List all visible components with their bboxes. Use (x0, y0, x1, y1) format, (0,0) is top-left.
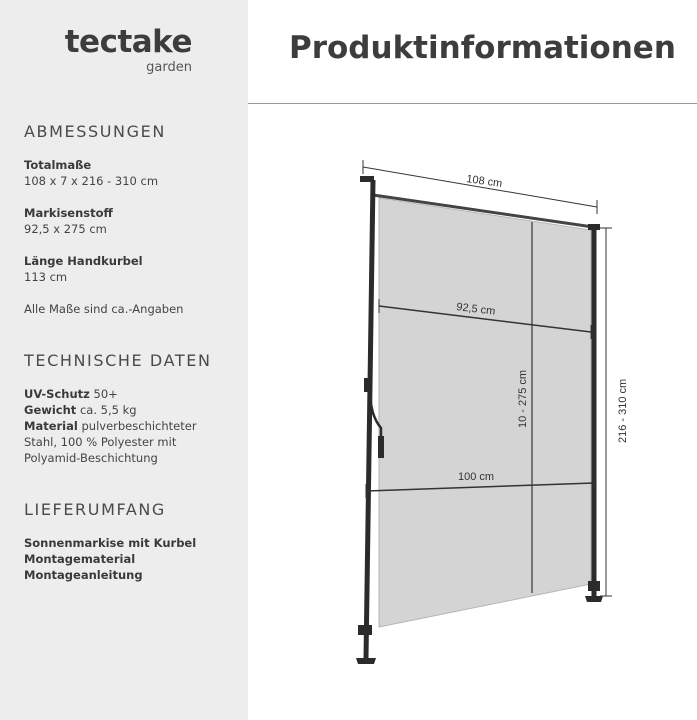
left-pole-foot (356, 658, 376, 664)
spec-label: Material (24, 419, 78, 433)
left-pole (366, 180, 373, 658)
spec-markisenstoff (24, 205, 113, 237)
spec-technical (24, 386, 197, 466)
spec-label: Markisenstoff (24, 206, 113, 220)
right-pole-foot (585, 596, 603, 602)
spec-value: Polyamid-Beschichtung (24, 451, 158, 465)
spec-label: Länge Handkurbel (24, 254, 143, 268)
spec-label: Totalmaße (24, 158, 92, 172)
spec-value: 108 x 7 x 216 - 310 cm (24, 174, 159, 188)
spec-handkurbel (24, 253, 143, 285)
header-divider (248, 103, 697, 104)
delivery-item: Montageanleitung (24, 568, 143, 582)
section-title-abmessungen: ABMESSUNGEN (24, 122, 166, 141)
page-title: Produktinformationen (289, 30, 676, 66)
right-pole-top (588, 224, 600, 230)
dim-label-fabric-height: 10 - 275 cm (517, 369, 529, 428)
spec-value: pulverbeschichteter (81, 419, 197, 433)
info-sidebar (0, 0, 248, 720)
spec-label: UV-Schutz (24, 387, 90, 401)
spec-value: 113 cm (24, 270, 68, 284)
crank-gear (364, 378, 372, 392)
left-pole-clamp (358, 625, 372, 635)
left-pole-top (360, 176, 374, 182)
spec-value: 50+ (93, 387, 118, 401)
dim-label-total-width: 108 cm (465, 173, 503, 190)
right-pole-clamp (588, 581, 600, 591)
dim-label-bottom-width: 100 cm (458, 471, 495, 483)
dimensions-note: Alle Maße sind ca.-Angaben (24, 302, 184, 316)
spec-totalmasse (24, 157, 158, 189)
spec-value: Stahl, 100 % Polyester mit (24, 435, 177, 449)
section-title-technische-daten: TECHNISCHE DATEN (24, 351, 212, 370)
dim-label-total-height: 216 - 310 cm (617, 378, 629, 443)
crank-handle (378, 436, 384, 458)
delivery-list (24, 535, 196, 583)
brand-name: tectake (64, 24, 192, 60)
delivery-item: Sonnenmarkise mit Kurbel (24, 536, 197, 550)
brand-sub: garden (146, 60, 192, 75)
delivery-item: Montagematerial (24, 552, 136, 566)
brand-logo (0, 24, 248, 80)
spec-value: ca. 5,5 kg (79, 403, 137, 417)
dim-label-fabric-width: 92,5 cm (455, 301, 496, 318)
spec-label: Gewicht (24, 403, 77, 417)
awning-diagram (248, 110, 697, 720)
awning-fabric (379, 198, 591, 627)
section-title-lieferumfang: LIEFERUMFANG (24, 500, 166, 519)
spec-value: 92,5 x 275 cm (24, 222, 107, 236)
